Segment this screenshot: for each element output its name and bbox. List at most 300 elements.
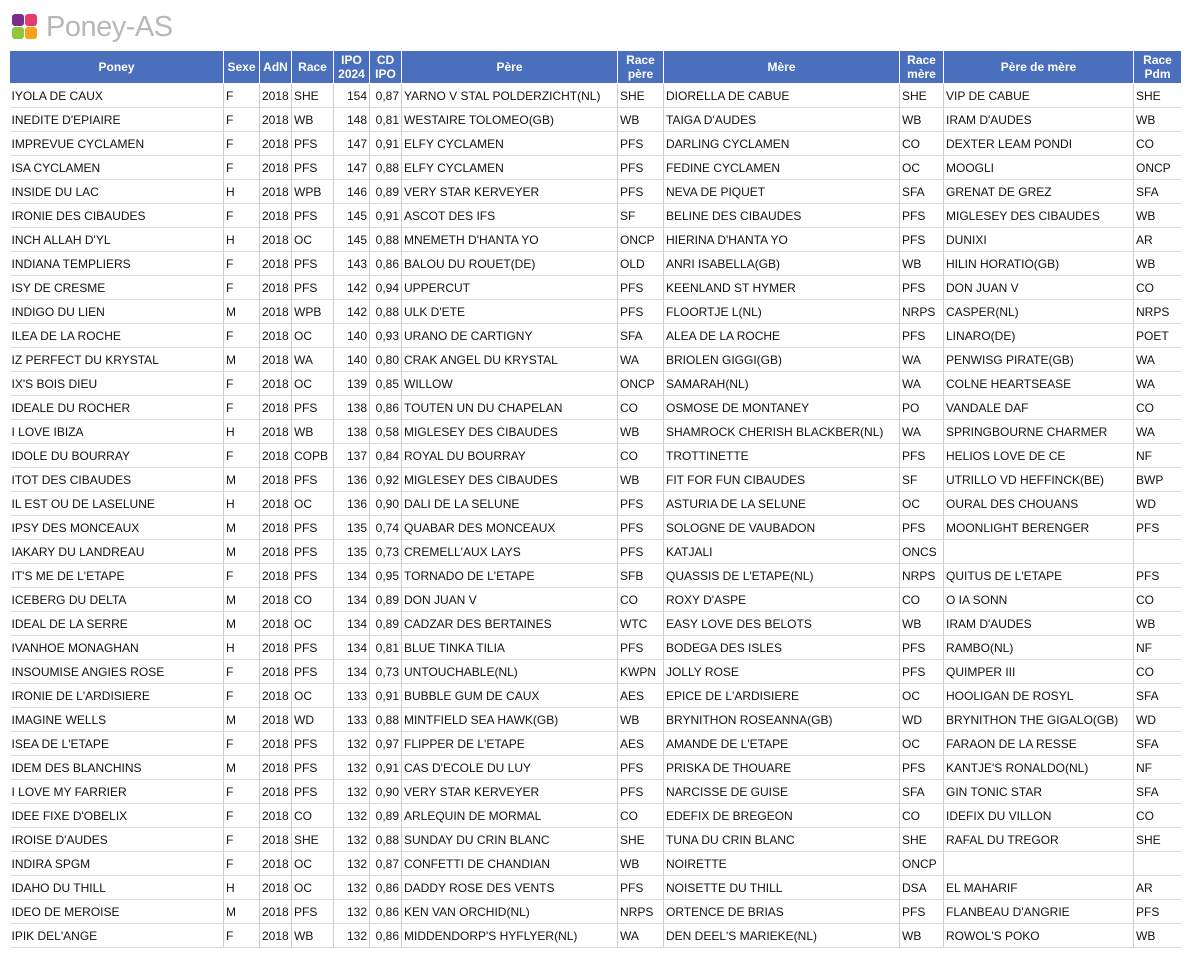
- cell-adn: 2018: [260, 828, 292, 852]
- cell-sexe: M: [224, 300, 260, 324]
- cell-mere: NEVA DE PIQUET: [664, 180, 900, 204]
- cell-poney[interactable]: INDIRA SPGM: [10, 852, 224, 876]
- cell-race-pere: SFA: [618, 324, 664, 348]
- cell-poney[interactable]: IDEM DES BLANCHINS: [10, 756, 224, 780]
- cell-pere-de-mere: HOOLIGAN DE ROSYL: [944, 684, 1134, 708]
- cell-adn: 2018: [260, 708, 292, 732]
- cell-poney[interactable]: IDOLE DU BOURRAY: [10, 444, 224, 468]
- cell-mere: NOISETTE DU THILL: [664, 876, 900, 900]
- cell-cd-ipo: 0,89: [370, 804, 402, 828]
- table-row[interactable]: [10, 612, 1182, 636]
- table-row[interactable]: [10, 660, 1182, 684]
- cell-poney[interactable]: ISY DE CRESME: [10, 276, 224, 300]
- cell-cd-ipo: 0,89: [370, 612, 402, 636]
- cell-poney[interactable]: IL EST OU DE LASELUNE: [10, 492, 224, 516]
- cell-ipo: 132: [334, 756, 370, 780]
- table-row[interactable]: [10, 156, 1182, 180]
- cell-pere-de-mere: [944, 852, 1134, 876]
- cell-ipo: 132: [334, 804, 370, 828]
- cell-race-mere: DSA: [900, 876, 944, 900]
- cell-mere: BODEGA DES ISLES: [664, 636, 900, 660]
- cell-sexe: F: [224, 684, 260, 708]
- cell-race-pere: CO: [618, 444, 664, 468]
- table-row[interactable]: [10, 684, 1182, 708]
- cell-poney[interactable]: INSIDE DU LAC: [10, 180, 224, 204]
- cell-race: SHE: [292, 84, 334, 108]
- cell-race-pere: PFS: [618, 636, 664, 660]
- table-row[interactable]: [10, 636, 1182, 660]
- cell-race: SHE: [292, 828, 334, 852]
- cell-race-pdm: CO: [1134, 660, 1182, 684]
- cell-cd-ipo: 0,73: [370, 660, 402, 684]
- cell-race: OC: [292, 684, 334, 708]
- table-row[interactable]: [10, 444, 1182, 468]
- header-cd-ipo[interactable]: CD IPO: [370, 51, 402, 84]
- table-row[interactable]: [10, 492, 1182, 516]
- table-row[interactable]: [10, 324, 1182, 348]
- cell-pere: MIGLESEY DES CIBAUDES: [402, 420, 618, 444]
- table-row[interactable]: [10, 540, 1182, 564]
- cell-ipo: 145: [334, 228, 370, 252]
- cell-sexe: M: [224, 516, 260, 540]
- cell-sexe: F: [224, 732, 260, 756]
- cell-sexe: F: [224, 252, 260, 276]
- cell-race: WB: [292, 924, 334, 948]
- cell-adn: 2018: [260, 804, 292, 828]
- cell-poney[interactable]: IDEE FIXE D'OBELIX: [10, 804, 224, 828]
- cell-pere: MIGLESEY DES CIBAUDES: [402, 468, 618, 492]
- cell-cd-ipo: 0,91: [370, 132, 402, 156]
- cell-race-pdm: SFA: [1134, 732, 1182, 756]
- cell-race-pere: WB: [618, 108, 664, 132]
- cell-pere-de-mere: IDEFIX DU VILLON: [944, 804, 1134, 828]
- cell-adn: 2018: [260, 276, 292, 300]
- cell-poney[interactable]: ILEA DE LA ROCHE: [10, 324, 224, 348]
- cell-race-mere: WA: [900, 348, 944, 372]
- cell-race-mere: CO: [900, 132, 944, 156]
- cell-poney[interactable]: IMAGINE WELLS: [10, 708, 224, 732]
- cell-race-pdm: AR: [1134, 876, 1182, 900]
- cell-poney[interactable]: ISEA DE L'ETAPE: [10, 732, 224, 756]
- cell-pere: ULK D'ETE: [402, 300, 618, 324]
- cell-sexe: F: [224, 852, 260, 876]
- cell-race-mere: SHE: [900, 828, 944, 852]
- cell-race-pere: AES: [618, 732, 664, 756]
- cell-pere: DALI DE LA SELUNE: [402, 492, 618, 516]
- cell-mere: ALEA DE LA ROCHE: [664, 324, 900, 348]
- cell-race-mere: PFS: [900, 660, 944, 684]
- table-row[interactable]: [10, 420, 1182, 444]
- cell-race-pere: PFS: [618, 516, 664, 540]
- cell-pere: VERY STAR KERVEYER: [402, 780, 618, 804]
- cell-cd-ipo: 0,94: [370, 276, 402, 300]
- cell-pere: ELFY CYCLAMEN: [402, 156, 618, 180]
- cell-adn: 2018: [260, 372, 292, 396]
- cell-cd-ipo: 0,58: [370, 420, 402, 444]
- cell-poney[interactable]: IDEALE DU ROCHER: [10, 396, 224, 420]
- cell-adn: 2018: [260, 732, 292, 756]
- cell-poney[interactable]: ISA CYCLAMEN: [10, 156, 224, 180]
- cell-mere: NARCISSE DE GUISE: [664, 780, 900, 804]
- cell-cd-ipo: 0,86: [370, 900, 402, 924]
- cell-pere: WILLOW: [402, 372, 618, 396]
- table-row[interactable]: [10, 300, 1182, 324]
- table-row[interactable]: [10, 876, 1182, 900]
- header-poney[interactable]: Poney: [10, 51, 224, 84]
- table-row[interactable]: [10, 468, 1182, 492]
- cell-race-pdm: WA: [1134, 348, 1182, 372]
- table-row[interactable]: [10, 108, 1182, 132]
- cell-pere: WESTAIRE TOLOMEO(GB): [402, 108, 618, 132]
- cell-poney[interactable]: IYOLA DE CAUX: [10, 84, 224, 108]
- cell-adn: 2018: [260, 324, 292, 348]
- cell-pere-de-mere: OURAL DES CHOUANS: [944, 492, 1134, 516]
- cell-pere-de-mere: FARAON DE LA RESSE: [944, 732, 1134, 756]
- cell-race-mere: PFS: [900, 444, 944, 468]
- cell-pere: TORNADO DE L'ETAPE: [402, 564, 618, 588]
- cell-race-pere: SFB: [618, 564, 664, 588]
- cell-cd-ipo: 0,90: [370, 492, 402, 516]
- cell-pere-de-mere: GIN TONIC STAR: [944, 780, 1134, 804]
- cell-pere-de-mere: MOONLIGHT BERENGER: [944, 516, 1134, 540]
- cell-pere-de-mere: EL MAHARIF: [944, 876, 1134, 900]
- table-row[interactable]: [10, 732, 1182, 756]
- cell-race-pere: SHE: [618, 84, 664, 108]
- cell-poney[interactable]: IDEO DE MEROISE: [10, 900, 224, 924]
- cell-sexe: F: [224, 804, 260, 828]
- header-race-pere[interactable]: Race père: [618, 51, 664, 84]
- cell-adn: 2018: [260, 660, 292, 684]
- cell-pere-de-mere: DON JUAN V: [944, 276, 1134, 300]
- cell-race-pere: WA: [618, 348, 664, 372]
- table-row[interactable]: [10, 924, 1182, 948]
- cell-poney[interactable]: INDIGO DU LIEN: [10, 300, 224, 324]
- table-row[interactable]: [10, 276, 1182, 300]
- header-pere-de-mere[interactable]: Père de mère: [944, 51, 1134, 84]
- cell-race-pere: PFS: [618, 132, 664, 156]
- cell-cd-ipo: 0,87: [370, 84, 402, 108]
- table-row[interactable]: [10, 396, 1182, 420]
- cell-race-mere: CO: [900, 804, 944, 828]
- cell-mere: SAMARAH(NL): [664, 372, 900, 396]
- cell-mere: FEDINE CYCLAMEN: [664, 156, 900, 180]
- cell-race-mere: WB: [900, 924, 944, 948]
- cell-pere: CADZAR DES BERTAINES: [402, 612, 618, 636]
- cell-race-pere: PFS: [618, 756, 664, 780]
- cell-adn: 2018: [260, 492, 292, 516]
- cell-race-mere: PFS: [900, 516, 944, 540]
- cell-race-mere: PFS: [900, 324, 944, 348]
- cell-adn: 2018: [260, 516, 292, 540]
- cell-ipo: 137: [334, 444, 370, 468]
- cell-poney[interactable]: INEDITE D'EPIAIRE: [10, 108, 224, 132]
- cell-pere: MNEMETH D'HANTA YO: [402, 228, 618, 252]
- cell-poney[interactable]: I LOVE IBIZA: [10, 420, 224, 444]
- cell-adn: 2018: [260, 540, 292, 564]
- table-row[interactable]: [10, 564, 1182, 588]
- table-row[interactable]: [10, 348, 1182, 372]
- cell-race-pdm: ONCP: [1134, 156, 1182, 180]
- cell-sexe: H: [224, 636, 260, 660]
- cell-ipo: 132: [334, 732, 370, 756]
- cell-race-mere: ONCS: [900, 540, 944, 564]
- cell-race-pere: NRPS: [618, 900, 664, 924]
- cell-adn: 2018: [260, 300, 292, 324]
- cell-race-pere: WB: [618, 468, 664, 492]
- cell-poney[interactable]: IZ PERFECT DU KRYSTAL: [10, 348, 224, 372]
- cell-race-pere: PFS: [618, 492, 664, 516]
- cell-cd-ipo: 0,90: [370, 780, 402, 804]
- cell-race: PFS: [292, 564, 334, 588]
- cell-race-mere: OC: [900, 732, 944, 756]
- cell-pere: BUBBLE GUM DE CAUX: [402, 684, 618, 708]
- cell-mere: FIT FOR FUN CIBAUDES: [664, 468, 900, 492]
- header-race-mere[interactable]: Race mère: [900, 51, 944, 84]
- cell-race-pere: PFS: [618, 300, 664, 324]
- cell-adn: 2018: [260, 180, 292, 204]
- cell-pere: ELFY CYCLAMEN: [402, 132, 618, 156]
- cell-ipo: 132: [334, 876, 370, 900]
- cell-cd-ipo: 0,84: [370, 444, 402, 468]
- cell-race-pdm: NF: [1134, 756, 1182, 780]
- cell-sexe: F: [224, 204, 260, 228]
- cell-sexe: M: [224, 756, 260, 780]
- cell-race-mere: SFA: [900, 180, 944, 204]
- table-row[interactable]: [10, 708, 1182, 732]
- cell-race-pere: PFS: [618, 780, 664, 804]
- table-row[interactable]: [10, 84, 1182, 108]
- cell-pere: ARLEQUIN DE MORMAL: [402, 804, 618, 828]
- cell-pere-de-mere: DEXTER LEAM PONDI: [944, 132, 1134, 156]
- cell-pere: KEN VAN ORCHID(NL): [402, 900, 618, 924]
- table-row[interactable]: [10, 756, 1182, 780]
- cell-poney[interactable]: IRONIE DE L'ARDISIERE: [10, 684, 224, 708]
- table-row[interactable]: [10, 180, 1182, 204]
- cell-pere: BLUE TINKA TILIA: [402, 636, 618, 660]
- cell-race: PFS: [292, 756, 334, 780]
- cell-sexe: F: [224, 924, 260, 948]
- cell-adn: 2018: [260, 780, 292, 804]
- cell-race: OC: [292, 612, 334, 636]
- cell-poney[interactable]: INCH ALLAH D'YL: [10, 228, 224, 252]
- cell-poney[interactable]: I LOVE MY FARRIER: [10, 780, 224, 804]
- cell-mere: TROTTINETTE: [664, 444, 900, 468]
- cell-ipo: 132: [334, 924, 370, 948]
- header-race-pdm[interactable]: Race Pdm: [1134, 51, 1182, 84]
- cell-race: WD: [292, 708, 334, 732]
- cell-race-mere: CO: [900, 588, 944, 612]
- header-pere[interactable]: Père: [402, 51, 618, 84]
- cell-adn: 2018: [260, 588, 292, 612]
- cell-race-pdm: WA: [1134, 420, 1182, 444]
- cell-cd-ipo: 0,89: [370, 588, 402, 612]
- cell-race-mere: PFS: [900, 228, 944, 252]
- table-row[interactable]: [10, 516, 1182, 540]
- cell-race-pere: WB: [618, 708, 664, 732]
- cell-pere-de-mere: QUIMPER III: [944, 660, 1134, 684]
- cell-pere: CRAK ANGEL DU KRYSTAL: [402, 348, 618, 372]
- cell-pere: VERY STAR KERVEYER: [402, 180, 618, 204]
- cell-cd-ipo: 0,97: [370, 732, 402, 756]
- cell-ipo: 136: [334, 492, 370, 516]
- cell-race-pere: CO: [618, 396, 664, 420]
- cell-race-pdm: NF: [1134, 444, 1182, 468]
- cell-race: PFS: [292, 204, 334, 228]
- table-row[interactable]: [10, 852, 1182, 876]
- cell-cd-ipo: 0,87: [370, 852, 402, 876]
- cell-poney[interactable]: IPIK DEL'ANGE: [10, 924, 224, 948]
- cell-ipo: 140: [334, 348, 370, 372]
- table-row[interactable]: [10, 804, 1182, 828]
- cell-poney[interactable]: IPSY DES MONCEAUX: [10, 516, 224, 540]
- cell-pere-de-mere: PENWISG PIRATE(GB): [944, 348, 1134, 372]
- cell-race-pdm: [1134, 540, 1182, 564]
- table-row[interactable]: [10, 132, 1182, 156]
- cell-race-pere: ONCP: [618, 372, 664, 396]
- header-race[interactable]: Race: [292, 51, 334, 84]
- cell-race: WPB: [292, 300, 334, 324]
- table-row[interactable]: [10, 372, 1182, 396]
- cell-sexe: F: [224, 324, 260, 348]
- cell-mere: TAIGA D'AUDES: [664, 108, 900, 132]
- cell-pere-de-mere: IRAM D'AUDES: [944, 612, 1134, 636]
- header-ipo[interactable]: IPO 2024: [334, 51, 370, 84]
- table-row[interactable]: [10, 780, 1182, 804]
- cell-race-pdm: NRPS: [1134, 300, 1182, 324]
- cell-ipo: 132: [334, 780, 370, 804]
- cell-race-pdm: [1134, 852, 1182, 876]
- cell-race-pere: PFS: [618, 276, 664, 300]
- cell-adn: 2018: [260, 204, 292, 228]
- cell-race-pere: CO: [618, 804, 664, 828]
- cell-race: OC: [292, 372, 334, 396]
- cell-race-pdm: WB: [1134, 252, 1182, 276]
- cell-poney[interactable]: IDEAL DE LA SERRE: [10, 612, 224, 636]
- header-sexe[interactable]: Sexe: [224, 51, 260, 84]
- cell-adn: 2018: [260, 396, 292, 420]
- cell-pere-de-mere: HILIN HORATIO(GB): [944, 252, 1134, 276]
- cell-mere: PRISKA DE THOUARE: [664, 756, 900, 780]
- cell-race: PFS: [292, 540, 334, 564]
- cell-ipo: 147: [334, 156, 370, 180]
- cell-poney[interactable]: INSOUMISE ANGIES ROSE: [10, 660, 224, 684]
- cell-sexe: H: [224, 492, 260, 516]
- cell-pere-de-mere: DUNIXI: [944, 228, 1134, 252]
- cell-pere: QUABAR DES MONCEAUX: [402, 516, 618, 540]
- cell-race-pere: WA: [618, 924, 664, 948]
- cell-race-mere: PFS: [900, 900, 944, 924]
- cell-mere: OSMOSE DE MONTANEY: [664, 396, 900, 420]
- cell-mere: AMANDE DE L'ETAPE: [664, 732, 900, 756]
- cell-mere: KATJALI: [664, 540, 900, 564]
- cell-pere: MINTFIELD SEA HAWK(GB): [402, 708, 618, 732]
- table-row[interactable]: [10, 900, 1182, 924]
- cell-adn: 2018: [260, 876, 292, 900]
- cell-mere: QUASSIS DE L'ETAPE(NL): [664, 564, 900, 588]
- cell-ipo: 146: [334, 180, 370, 204]
- cell-pere: URANO DE CARTIGNY: [402, 324, 618, 348]
- table-row[interactable]: [10, 828, 1182, 852]
- cell-race-mere: WA: [900, 420, 944, 444]
- cell-cd-ipo: 0,91: [370, 204, 402, 228]
- ranking-table: [9, 50, 1182, 948]
- cell-race-pere: PFS: [618, 156, 664, 180]
- cell-cd-ipo: 0,86: [370, 396, 402, 420]
- cell-poney[interactable]: IRONIE DES CIBAUDES: [10, 204, 224, 228]
- cell-sexe: M: [224, 900, 260, 924]
- cell-poney[interactable]: ITOT DES CIBAUDES: [10, 468, 224, 492]
- cell-race: OC: [292, 492, 334, 516]
- cell-race-mere: PFS: [900, 636, 944, 660]
- cell-ipo: 134: [334, 588, 370, 612]
- cell-sexe: M: [224, 348, 260, 372]
- cell-cd-ipo: 0,86: [370, 876, 402, 900]
- cell-poney[interactable]: INDIANA TEMPLIERS: [10, 252, 224, 276]
- header-adn[interactable]: AdN: [260, 51, 292, 84]
- cell-ipo: 134: [334, 564, 370, 588]
- table-row[interactable]: [10, 228, 1182, 252]
- cell-race: PFS: [292, 132, 334, 156]
- table-row[interactable]: [10, 588, 1182, 612]
- cell-cd-ipo: 0,88: [370, 828, 402, 852]
- cell-mere: BRYNITHON ROSEANNA(GB): [664, 708, 900, 732]
- cell-mere: SHAMROCK CHERISH BLACKBER(NL): [664, 420, 900, 444]
- cell-poney[interactable]: ICEBERG DU DELTA: [10, 588, 224, 612]
- cell-poney[interactable]: IX'S BOIS DIEU: [10, 372, 224, 396]
- cell-adn: 2018: [260, 756, 292, 780]
- cell-race: OC: [292, 324, 334, 348]
- cell-adn: 2018: [260, 636, 292, 660]
- cell-ipo: 139: [334, 372, 370, 396]
- cell-race-pdm: WD: [1134, 708, 1182, 732]
- cell-adn: 2018: [260, 420, 292, 444]
- cell-race-pere: WB: [618, 420, 664, 444]
- cell-poney[interactable]: IVANHOE MONAGHAN: [10, 636, 224, 660]
- cell-poney[interactable]: IMPREVUE CYCLAMEN: [10, 132, 224, 156]
- cell-race-pere: WTC: [618, 612, 664, 636]
- cell-poney[interactable]: IT'S ME DE L'ETAPE: [10, 564, 224, 588]
- cell-poney[interactable]: IDAHO DU THILL: [10, 876, 224, 900]
- cell-race: PFS: [292, 780, 334, 804]
- cell-adn: 2018: [260, 156, 292, 180]
- cell-pere: MIDDENDORP'S HYFLYER(NL): [402, 924, 618, 948]
- table-row[interactable]: [10, 204, 1182, 228]
- cell-cd-ipo: 0,91: [370, 756, 402, 780]
- cell-sexe: F: [224, 444, 260, 468]
- cell-cd-ipo: 0,88: [370, 228, 402, 252]
- cell-ipo: 133: [334, 684, 370, 708]
- cell-pere: ASCOT DES IFS: [402, 204, 618, 228]
- cell-pere: CREMELL'AUX LAYS: [402, 540, 618, 564]
- cell-race-mere: NRPS: [900, 564, 944, 588]
- table-row[interactable]: [10, 252, 1182, 276]
- cell-cd-ipo: 0,88: [370, 156, 402, 180]
- cell-adn: 2018: [260, 228, 292, 252]
- cell-adn: 2018: [260, 108, 292, 132]
- header-mere[interactable]: Mère: [664, 51, 900, 84]
- cell-poney[interactable]: IROISE D'AUDES: [10, 828, 224, 852]
- cell-race-mere: PFS: [900, 276, 944, 300]
- app-logo[interactable]: [12, 10, 173, 44]
- cell-race: PFS: [292, 156, 334, 180]
- cell-race-pere: SF: [618, 204, 664, 228]
- cell-pere-de-mere: IRAM D'AUDES: [944, 108, 1134, 132]
- cell-poney[interactable]: IAKARY DU LANDREAU: [10, 540, 224, 564]
- cell-pere-de-mere: CASPER(NL): [944, 300, 1134, 324]
- cell-pere: CAS D'ECOLE DU LUY: [402, 756, 618, 780]
- cell-cd-ipo: 0,86: [370, 924, 402, 948]
- cell-race-mere: PFS: [900, 756, 944, 780]
